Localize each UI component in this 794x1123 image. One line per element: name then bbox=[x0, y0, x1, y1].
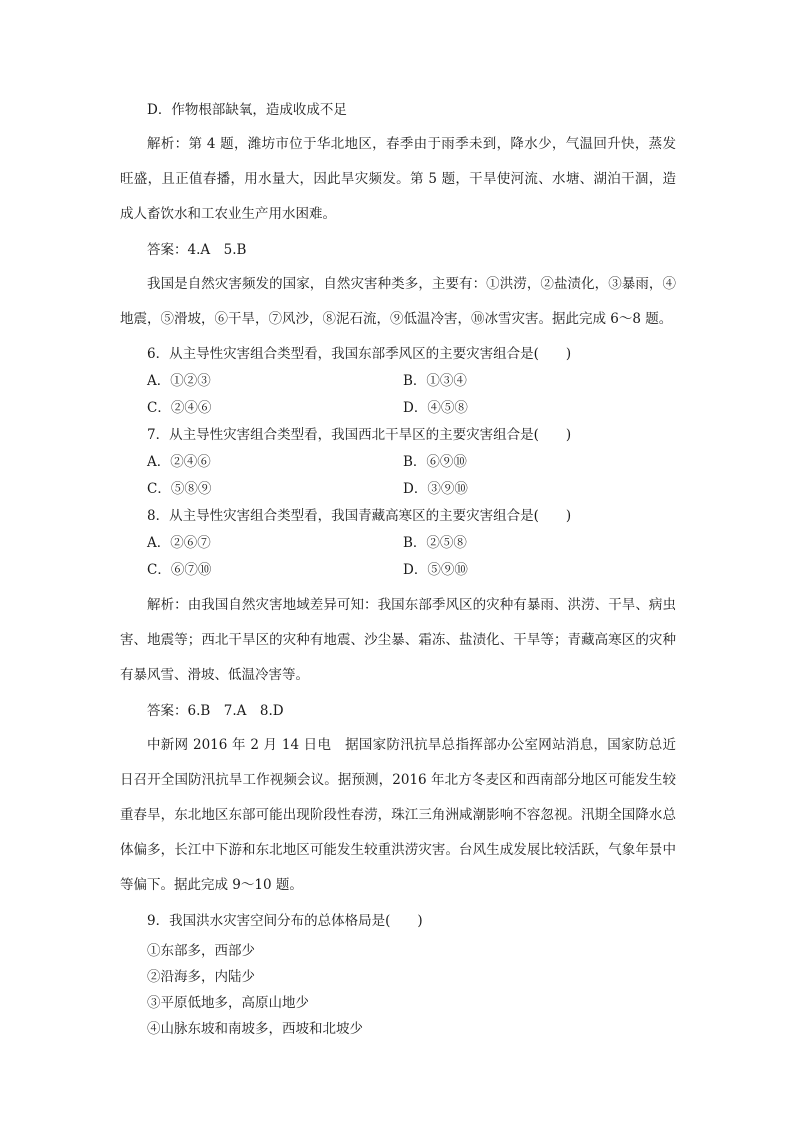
answer-6-8: 答案：6.B 7.A 8.D bbox=[147, 703, 284, 719]
option-b: B．①③④ bbox=[403, 373, 467, 389]
document-page bbox=[120, 94, 676, 1042]
option-d: D．③⑨⑩ bbox=[403, 481, 468, 497]
question-7: 7．从主导性灾害组合类型看，我国西北干旱区的主要灾害组合是( ) bbox=[147, 427, 572, 443]
intro-6-8: 我国是自然灾害频发的国家，自然灾害种类多，主要有：①洪涝，②盐渍化，③暴雨，④地震，⑤滑坡，⑥干旱，⑦风沙，⑧泥石流，⑨低温冷害，⑩冰雪灾害。据此完成 6～8 题。 bbox=[120, 276, 676, 327]
option-b: B．⑥⑨⑩ bbox=[403, 454, 467, 470]
question-9-item-3: ③平原低地多，高原山地少 bbox=[147, 995, 309, 1011]
question-9-item-1: ①东部多，西部少 bbox=[147, 943, 255, 959]
question-7-options-row1 bbox=[120, 449, 676, 476]
option-a: A．②⑥⑦ bbox=[147, 535, 211, 551]
question-9-item-2: ②沿海多，内陆少 bbox=[147, 969, 255, 985]
option-d: D．④⑤⑧ bbox=[403, 400, 468, 416]
answer-4-5: 答案：4.A 5.B bbox=[147, 242, 247, 258]
news-passage: 中新网 2016 年 2 月 14 日电 据国家防汛抗旱总指挥部办公室网站消息，国家防总近日召开全国防汛抗旱工作视频会议。据预测，2016 年北方冬麦区和西南部分地区可能发生较重春旱，东北地区东部可能出现阶段性春涝，珠江三角洲咸潮影响不容忽视。汛期全国降水总体偏多，长江中下游和东北地区可能发生较重洪涝灾害。台风生成发展比较活跃，气象年景中等偏下。据此完成 9～10 题。 bbox=[120, 737, 676, 893]
question-8: 8．从主导性灾害组合类型看，我国青藏高寒区的主要灾害组合是( ) bbox=[147, 508, 572, 524]
analysis-4-5: 解析：第 4 题，潍坊市位于华北地区，春季由于雨季未到，降水少，气温回升快，蒸发旺盛，且正值春播，用水量大，因此旱灾频发。第 5 题，干旱使河流、水塘、湖泊干涸，造成人畜饮水和工农业生产用水困难。 bbox=[120, 136, 676, 222]
option-b: B．②⑤⑧ bbox=[403, 535, 467, 551]
question-7-options-row2 bbox=[120, 476, 676, 503]
analysis-6-8: 解析：由我国自然灾害地域差异可知：我国东部季风区的灾种有暴雨、洪涝、干旱、病虫害、地震等；西北干旱区的灾种有地震、沙尘暴、霜冻、盐渍化、干旱等；青藏高寒区的灾种有暴风雪、滑坡、低温冷害等。 bbox=[120, 597, 676, 683]
question-6-options-row1 bbox=[120, 368, 676, 395]
option-a: A．②④⑥ bbox=[147, 454, 211, 470]
question-8-options-row1 bbox=[120, 530, 676, 557]
option-c: C．⑤⑧⑨ bbox=[147, 481, 212, 497]
question-6: 6．从主导性灾害组合类型看，我国东部季风区的主要灾害组合是( ) bbox=[147, 346, 572, 362]
option-c: C．⑥⑦⑩ bbox=[147, 562, 212, 578]
question-8-options-row2 bbox=[120, 557, 676, 584]
question-6-options-row2 bbox=[120, 395, 676, 422]
option-d-previous: D．作物根部缺氧，造成收成不足 bbox=[147, 102, 347, 118]
option-d: D．⑤⑨⑩ bbox=[403, 562, 468, 578]
option-a: A．①②③ bbox=[147, 373, 211, 389]
option-c: C．②④⑥ bbox=[147, 400, 212, 416]
question-9: 9．我国洪水灾害空间分布的总体格局是( ) bbox=[147, 913, 423, 929]
question-9-item-4: ④山脉东坡和南坡多，西坡和北坡少 bbox=[147, 1021, 363, 1037]
